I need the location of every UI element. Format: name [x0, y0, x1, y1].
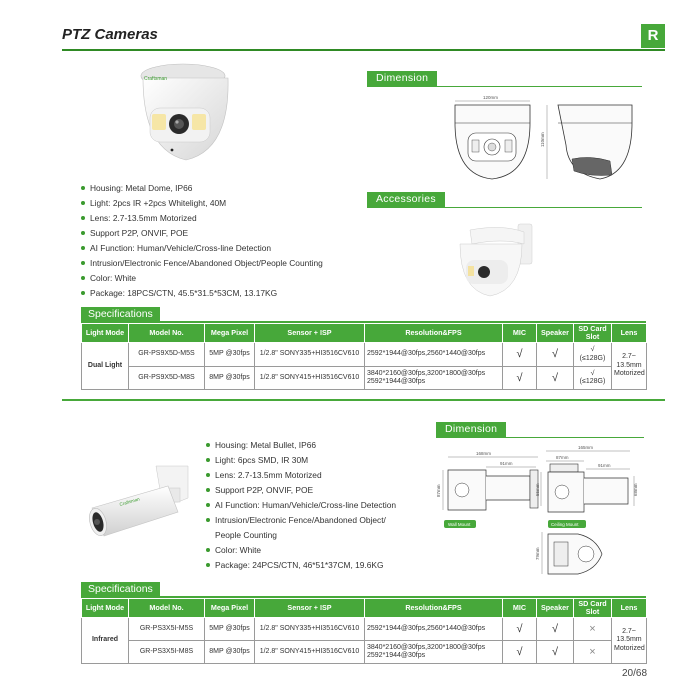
dimension-tab-rule-2 [436, 437, 644, 438]
column-header: Speaker [537, 324, 574, 343]
dome-feature-list [80, 181, 323, 301]
list-item-continued: People Counting [215, 530, 277, 540]
arm-length-label-2: 91mm [598, 463, 611, 468]
column-header: MIC [503, 324, 537, 343]
table-header-row [82, 599, 647, 618]
list-item: Intrusion/Electronic Fence/Abandoned Object/People Counting [80, 256, 323, 271]
bullet-spec-table [81, 598, 647, 664]
sd-card-mark: √ [590, 346, 595, 353]
sd-card-cell: × [574, 641, 612, 664]
section-badge: R [641, 24, 665, 48]
dimension-tab-rule [367, 86, 642, 87]
bullet-logo: Craftsman [118, 496, 141, 507]
column-header: SD Card Slot [574, 324, 612, 343]
top-height-label: 79mm [535, 547, 540, 560]
table-row [82, 367, 647, 390]
list-item: Lens: 2.7-13.5mm Motorized [80, 211, 323, 226]
accessories-tab-rule [367, 207, 642, 208]
sensor-cell: 1/2.8" SONY335+HI3516CV610 [255, 618, 365, 641]
mic-cell: √ [503, 367, 537, 390]
table-row [82, 343, 647, 367]
column-header: Light Mode [82, 599, 129, 618]
height-label-2: 68mm [633, 483, 638, 496]
dimension-tab: Dimension [367, 71, 437, 86]
pixel-cell: 5MP @30fps [205, 343, 255, 367]
sd-card-cell: × [574, 618, 612, 641]
model-cell: GR-PS9X5D-M8S [129, 367, 205, 390]
column-header: SD Card Slot [574, 599, 612, 618]
bullet-feature-list [205, 438, 396, 573]
dome-width-label: 120mm [483, 95, 499, 100]
list-item: Light: 6pcs SMD, IR 30M [205, 453, 396, 468]
column-header: Resolution&FPS [365, 599, 503, 618]
model-cell: GR-PS9X5D-M5S [129, 343, 205, 367]
body-height-label: 87mm [436, 484, 441, 497]
light-mode-cell: Dual Light [82, 343, 129, 390]
model-cell: GR-PS3X5I-M5S [129, 618, 205, 641]
dome-camera-image [128, 58, 248, 178]
table-row [82, 618, 647, 641]
list-item: Color: White [205, 543, 396, 558]
lens-cell: 2.7~ 13.5mm Motorized [612, 618, 647, 664]
mic-cell: √ [503, 641, 537, 664]
wall-mount-accessory-image [452, 214, 544, 302]
list-item: Housing: Metal Dome, IP66 [80, 181, 323, 196]
sd-card-cell [574, 343, 612, 367]
column-header: MIC [503, 599, 537, 618]
list-item: Housing: Metal Bullet, IP66 [205, 438, 396, 453]
column-header: Speaker [537, 599, 574, 618]
mic-cell: √ [503, 618, 537, 641]
light-mode-cell: Infrared [82, 618, 129, 664]
list-item: Intrusion/Electronic Fence/Abandoned Object/ [205, 513, 396, 528]
sd-card-mark: √ [590, 369, 595, 377]
column-header: Sensor + ISP [255, 599, 365, 618]
resolution-cell: 2592*1944@30fps,2560*1440@30fps [365, 618, 503, 641]
dome-logo: Craftsman [144, 76, 168, 82]
dome-dimension-drawing [440, 95, 650, 183]
specifications-label: Specifications [81, 307, 160, 322]
list-item: Lens: 2.7-13.5mm Motorized [205, 468, 396, 483]
page-number: 20/68 [622, 668, 648, 679]
speaker-cell: √ [537, 641, 574, 664]
bullet-dimension-drawing [438, 442, 648, 580]
bullet-camera-image [82, 462, 194, 542]
specifications-label-2: Specifications [81, 582, 160, 597]
sensor-cell: 1/2.8" SONY415+HI3516CV610 [255, 641, 365, 664]
column-header: Sensor + ISP [255, 324, 365, 343]
pixel-cell: 8MP @30fps [205, 367, 255, 390]
list-item: Color: White [80, 271, 323, 286]
list-item: Support P2P, ONVIF, POE [205, 483, 396, 498]
table-row [82, 641, 647, 664]
list-item: AI Function: Human/Vehicle/Cross-line Detection [205, 498, 396, 513]
list-item: Light: 2pcs IR +2pcs Whitelight, 40M [80, 196, 323, 211]
sd-card-cell [574, 367, 612, 390]
dimension-tab-2: Dimension [436, 422, 506, 437]
speaker-cell: √ [537, 367, 574, 390]
column-header: Light Mode [82, 324, 129, 343]
pixel-cell: 8MP @30fps [205, 641, 255, 664]
column-header: Model No. [129, 599, 205, 618]
resolution-cell: 3840*2160@30fps,3200*1800@30fps 2592*1944@30fps [365, 641, 503, 664]
dome-spec-table [81, 323, 647, 390]
title-rule [62, 49, 665, 51]
sensor-cell: 1/2.8" SONY415+HI3516CV610 [255, 367, 365, 390]
total-length-label: 168mm [476, 451, 492, 456]
column-header: Model No. [129, 324, 205, 343]
sd-card-note: (≤128G) [579, 354, 606, 362]
sd-card-note: (≤128G) [579, 378, 606, 385]
speaker-cell: √ [537, 618, 574, 641]
head-length-label: 87mm [556, 455, 569, 460]
lens-cell: 2.7~ 13.5mm Motorized [612, 343, 647, 390]
list-item: AI Function: Human/Vehicle/Cross-line Detection [80, 241, 323, 256]
column-header: Mega Pixel [205, 599, 255, 618]
mount-height-label: 55mm [535, 483, 540, 496]
speaker-cell: √ [537, 343, 574, 367]
total-length-label-2: 165mm [578, 445, 594, 450]
wall-mount-tag: Wall Mount [448, 522, 471, 527]
resolution-cell: 3840*2160@30fps,3200*1800@30fps 2592*1944@30fps [365, 367, 503, 390]
list-item: Package: 24PCS/CTN, 46*51*37CM, 19.6KG [205, 558, 396, 573]
arm-length-label: 91mm [500, 461, 513, 466]
column-header: Lens [612, 324, 647, 343]
column-header: Lens [612, 599, 647, 618]
pixel-cell: 5MP @30fps [205, 618, 255, 641]
column-header: Resolution&FPS [365, 324, 503, 343]
accessories-tab: Accessories [367, 192, 445, 207]
mic-cell: √ [503, 343, 537, 367]
list-item: Support P2P, ONVIF, POE [80, 226, 323, 241]
section-divider [62, 399, 665, 401]
page-title: PTZ Cameras [62, 26, 158, 43]
column-header: Mega Pixel [205, 324, 255, 343]
model-cell: GR-PS3X5I-M8S [129, 641, 205, 664]
list-item: Package: 18PCS/CTN, 45.5*31.5*53CM, 13.17KG [80, 286, 323, 301]
dome-height-label: 110mm [540, 132, 545, 147]
sensor-cell: 1/2.8" SONY335+HI3516CV610 [255, 343, 365, 367]
table-header-row [82, 324, 647, 343]
resolution-cell: 2592*1944@30fps,2560*1440@30fps [365, 343, 503, 367]
ceiling-mount-tag: Ceiling Mount [551, 522, 579, 527]
